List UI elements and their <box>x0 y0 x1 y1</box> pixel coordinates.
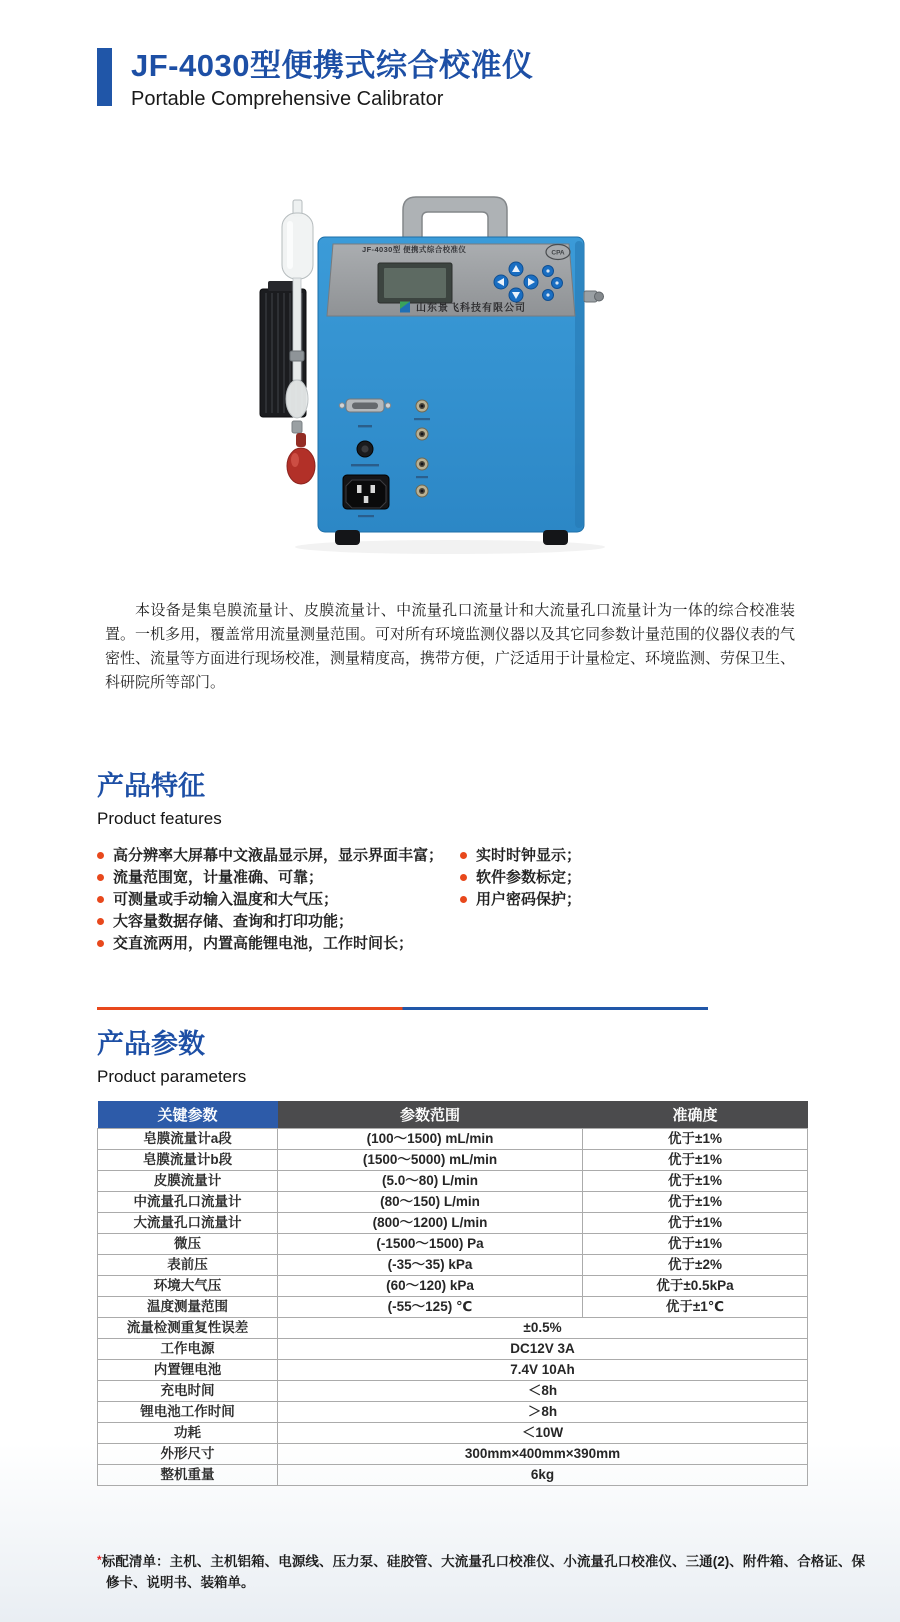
param-value-cell: ＜8h <box>278 1380 808 1401</box>
footnote-text: 标配清单：主机、主机铝箱、电源线、压力泵、硅胶管、大流量孔口校准仪、小流量孔口校准仪、三通(2)、附件箱、合格证、保修卡、说明书、装箱单。 <box>101 1553 865 1590</box>
feature-item <box>97 867 460 889</box>
panel-label-mark <box>416 476 428 478</box>
device-lcd-screen <box>378 263 452 303</box>
param-value-cell: DC12V 3A <box>278 1338 808 1359</box>
arrow-up-button <box>509 262 523 276</box>
arrow-left-button <box>494 275 508 289</box>
param-value-cell: ＜10W <box>278 1422 808 1443</box>
param-accuracy-cell: 优于±1℃ <box>583 1296 808 1317</box>
parameters-heading: 产品参数 <box>97 1029 205 1059</box>
param-name-cell: 内置锂电池 <box>98 1359 278 1380</box>
table-row <box>98 1338 808 1359</box>
param-name-cell: 功耗 <box>98 1422 278 1443</box>
param-accuracy-cell: 优于±0.5kPa <box>583 1275 808 1296</box>
param-value-cell: ＞8h <box>278 1401 808 1422</box>
table-row <box>98 1464 808 1485</box>
product-photo <box>240 185 660 585</box>
feature-text: 流量范围宽，计量准确、可靠； <box>113 869 324 886</box>
bullet-icon <box>460 874 467 881</box>
brand-logo <box>400 302 410 313</box>
product-description: 本设备是集皂膜流量计、皮膜流量计、中流量孔口流量计和大流量孔口流量计为一体的综合校准装置。一机多用，覆盖常用流量测量范围。可对所有环境监测仪器以及其它同参数计量范围的仪器仪表的气密性、流量等方面进行现场校准，测量精度高，携带方便，广泛适用于计量检定、环境监测、劳保卫生、科研院所等部门。 <box>105 602 796 691</box>
table-row <box>98 1275 808 1296</box>
param-range-cell: (-1500～1500) Pa <box>278 1233 583 1254</box>
param-accuracy-cell: 优于±1% <box>583 1191 808 1212</box>
param-name-cell: 外形尺寸 <box>98 1443 278 1464</box>
param-accuracy-cell: 优于±1% <box>583 1170 808 1191</box>
feature-text: 大容量数据存储、查询和打印功能； <box>113 913 354 930</box>
feature-text: 软件参数标定； <box>476 869 582 886</box>
table-row <box>98 1317 808 1338</box>
table-row <box>98 1233 808 1254</box>
device-brand-name: 山东景飞科技有限公司 <box>416 303 526 314</box>
feature-text: 高分辨率大屏幕中文液晶显示屏，显示界面丰富； <box>113 847 444 864</box>
param-name-cell: 大流量孔口流量计 <box>98 1212 278 1233</box>
feature-item <box>97 933 460 955</box>
device-sensor-connector <box>357 441 373 457</box>
param-range-cell: (60～120) kPa <box>278 1275 583 1296</box>
param-value-cell: ±0.5% <box>278 1317 808 1338</box>
device-outlet-nozzle <box>584 291 604 302</box>
page-subtitle: Portable Comprehensive Calibrator <box>131 88 444 110</box>
device-power-socket <box>343 475 389 509</box>
footnote <box>97 1550 865 1593</box>
calibrator-device-illustration <box>240 185 660 585</box>
arrow-right-button <box>524 275 538 289</box>
param-range-cell: (-35～35) kPa <box>278 1254 583 1275</box>
param-range-cell: (800～1200) L/min <box>278 1212 583 1233</box>
panel-label-mark <box>414 418 430 420</box>
param-accuracy-cell: 优于±1% <box>583 1233 808 1254</box>
param-value-cell: 6kg <box>278 1464 808 1485</box>
footnote-asterisk: * <box>97 1552 102 1567</box>
features-columns <box>97 845 900 955</box>
features-list-left <box>97 845 460 955</box>
title-block <box>131 48 533 112</box>
param-accuracy-cell: 优于±1% <box>583 1212 808 1233</box>
feature-item <box>460 867 581 889</box>
features-heading-en: Product features <box>97 809 222 828</box>
param-value-cell: 7.4V 10Ah <box>278 1359 808 1380</box>
device-panel-title: JF-4030型 便携式综合校准仪 <box>362 245 467 254</box>
param-name-cell: 皂膜流量计b段 <box>98 1149 278 1170</box>
col-header-accuracy: 准确度 <box>583 1101 808 1128</box>
device-foot <box>335 530 360 545</box>
features-list-right <box>460 845 581 955</box>
bullet-icon <box>97 918 104 925</box>
feature-text: 实时时钟显示； <box>476 847 582 864</box>
table-row <box>98 1443 808 1464</box>
param-accuracy-cell: 优于±2% <box>583 1254 808 1275</box>
page-title: JF-4030型便携式综合校准仪 <box>131 48 534 83</box>
param-name-cell: 流量检测重复性误差 <box>98 1317 278 1338</box>
panel-label-mark <box>358 515 374 517</box>
cert-mark-label: CPA <box>551 249 565 257</box>
bullet-icon <box>460 896 467 903</box>
table-row <box>98 1401 808 1422</box>
bullet-icon <box>460 852 467 859</box>
panel-label-mark <box>358 425 372 427</box>
param-name-cell: 锂电池工作时间 <box>98 1401 278 1422</box>
param-name-cell: 中流量孔口流量计 <box>98 1191 278 1212</box>
col-header-key-param: 关键参数 <box>98 1101 278 1128</box>
feature-item <box>460 845 581 867</box>
panel-label-mark <box>351 464 379 466</box>
param-name-cell: 皮膜流量计 <box>98 1170 278 1191</box>
title-accent-bar <box>97 48 112 106</box>
table-row <box>98 1422 808 1443</box>
param-name-cell: 工作电源 <box>98 1338 278 1359</box>
col-header-range: 参数范围 <box>278 1101 583 1128</box>
parameters-table <box>97 1101 808 1486</box>
table-row <box>98 1191 808 1212</box>
table-row <box>98 1380 808 1401</box>
feature-item <box>97 911 460 933</box>
param-name-cell: 表前压 <box>98 1254 278 1275</box>
table-row <box>98 1149 808 1170</box>
table-row <box>98 1254 808 1275</box>
device-serial-port <box>339 399 390 412</box>
param-name-cell: 环境大气压 <box>98 1275 278 1296</box>
param-name-cell: 温度测量范围 <box>98 1296 278 1317</box>
rubber-bulb <box>287 433 315 484</box>
param-name-cell: 微压 <box>98 1233 278 1254</box>
bullet-icon <box>97 852 104 859</box>
feature-item <box>97 889 460 911</box>
table-row <box>98 1359 808 1380</box>
feature-text: 交直流两用，内置高能锂电池，工作时间长； <box>113 935 414 952</box>
param-range-cell: (5.0～80) L/min <box>278 1170 583 1191</box>
bullet-icon <box>97 940 104 947</box>
param-range-cell: (-55～125) ℃ <box>278 1296 583 1317</box>
param-range-cell: (100～1500) mL/min <box>278 1128 583 1149</box>
table-row <box>98 1212 808 1233</box>
param-name-cell: 皂膜流量计a段 <box>98 1128 278 1149</box>
table-row <box>98 1128 808 1149</box>
feature-text: 用户密码保护； <box>476 891 582 908</box>
param-name-cell: 整机重量 <box>98 1464 278 1485</box>
device-body-edge <box>575 241 583 528</box>
soap-film-column-assembly <box>260 200 313 433</box>
param-name-cell: 充电时间 <box>98 1380 278 1401</box>
feature-item <box>97 845 460 867</box>
param-accuracy-cell: 优于±1% <box>583 1149 808 1170</box>
param-accuracy-cell: 优于±1% <box>583 1128 808 1149</box>
device-foot <box>543 530 568 545</box>
param-range-cell: (1500～5000) mL/min <box>278 1149 583 1170</box>
feature-item <box>460 889 581 911</box>
feature-text: 可测量或手动输入温度和大气压； <box>113 891 339 908</box>
features-heading: 产品特征 <box>97 771 205 801</box>
section-divider <box>97 1007 708 1010</box>
features-section <box>97 769 900 955</box>
table-row <box>98 1296 808 1317</box>
parameters-section <box>97 1027 900 1486</box>
bullet-icon <box>97 896 104 903</box>
table-header-row <box>98 1101 808 1128</box>
header <box>97 48 900 112</box>
parameters-heading-en: Product parameters <box>97 1067 247 1086</box>
arrow-down-button <box>509 288 523 302</box>
param-range-cell: (80～150) L/min <box>278 1191 583 1212</box>
bullet-icon <box>97 874 104 881</box>
param-value-cell: 300mm×400mm×390mm <box>278 1443 808 1464</box>
table-row <box>98 1170 808 1191</box>
